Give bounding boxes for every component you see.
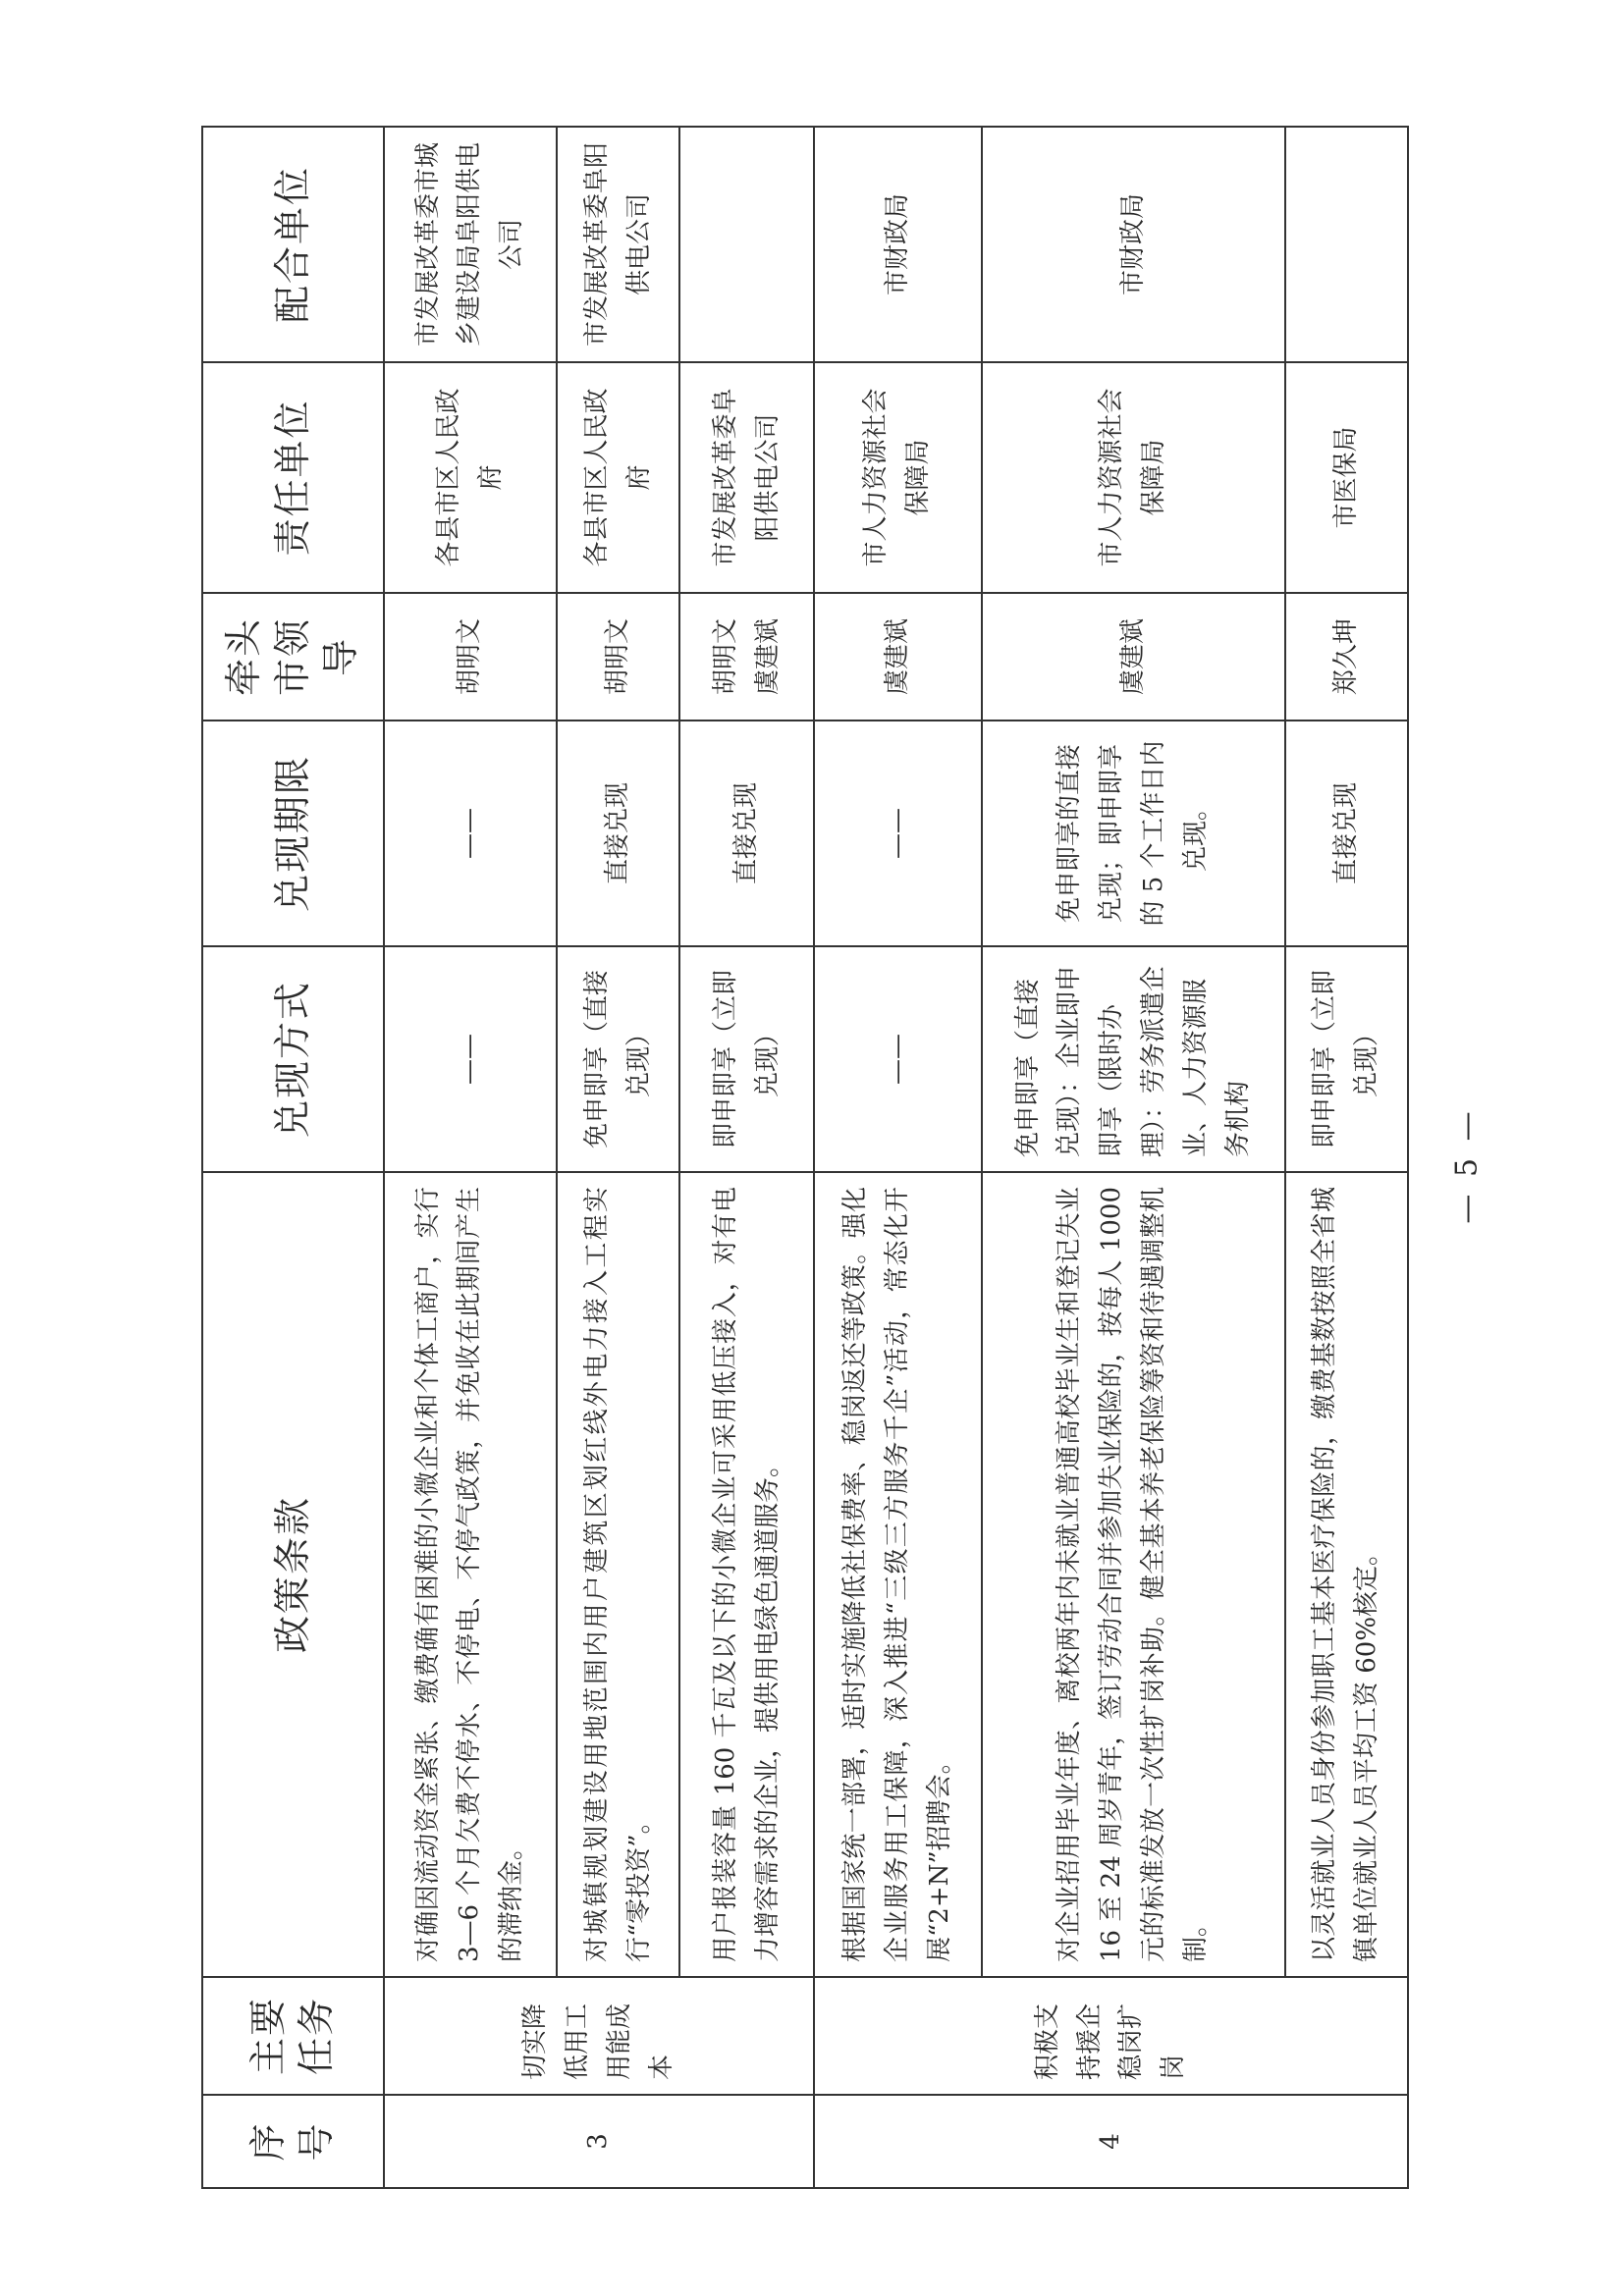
method-cell: —— xyxy=(384,946,557,1172)
clause-cell: 对确因流动资金紧张、缴费确有困难的小微企业和个体工商户，实行 3—6 个月欠费不停水、不停电、不停气政策，并免收在此期间产生的滞纳金。 xyxy=(384,1172,557,1977)
header-deadline: 兑现期限 xyxy=(202,721,384,946)
header-leader: 牵头市领导 xyxy=(202,593,384,721)
responsible-cell: 市人力资源社会保障局 xyxy=(982,362,1285,593)
cooperating-cell xyxy=(1285,127,1408,362)
table-row xyxy=(1285,127,1408,2188)
deadline-cell: 直接兑现 xyxy=(679,721,814,946)
cooperating-cell: 市发展改革委阜阳供电公司 xyxy=(557,127,679,362)
header-seq: 序号 xyxy=(202,2095,384,2188)
deadline-cell: 免申即享的直接兑现；即申即享的 5 个工作日内兑现。 xyxy=(982,721,1285,946)
table-row xyxy=(982,127,1285,2188)
seq-cell: 3 xyxy=(384,2095,814,2188)
method-cell: 免申即享（直接兑现）：企业即申即享（限时办理）：劳务派遣企业、人力资源服务机构 xyxy=(982,946,1285,1172)
clause-cell: 根据国家统一部署，适时实施降低社保费率、稳岗返还等政策。强化企业服务用工保障，深入推进“三级三方服务千企”活动，常态化开展“2+N”招聘会。 xyxy=(814,1172,982,1977)
responsible-cell: 各县市区人民政府 xyxy=(384,362,557,593)
table-row xyxy=(814,127,982,2188)
task-cell: 切实降低用工用能成本 xyxy=(384,1977,814,2095)
method-cell: —— xyxy=(814,946,982,1172)
cooperating-cell: 市财政局 xyxy=(814,127,982,362)
header-row xyxy=(202,127,384,2188)
method-cell: 即申即享（立即兑现） xyxy=(1285,946,1408,1172)
clause-cell: 对城镇规划建设用地范围内用户建筑区划红线外电力接入工程实行“零投资”。 xyxy=(557,1172,679,1977)
seq-cell: 4 xyxy=(814,2095,1408,2188)
header-clause: 政策条款 xyxy=(202,1172,384,1977)
responsible-cell: 市发展改革委阜阳供电公司 xyxy=(679,362,814,593)
leader-cell: 胡明文 虞建斌 xyxy=(679,593,814,721)
method-cell: 免申即享（直接兑现） xyxy=(557,946,679,1172)
method-cell: 即申即享（立即兑现） xyxy=(679,946,814,1172)
table-row xyxy=(557,127,679,2188)
deadline-cell: —— xyxy=(814,721,982,946)
leader-cell: 郑久坤 xyxy=(1285,593,1408,721)
header-responsible: 责任单位 xyxy=(202,362,384,593)
deadline-cell: 直接兑现 xyxy=(1285,721,1408,946)
task-cell: 积极支持援企稳岗扩岗 xyxy=(814,1977,1408,2095)
cooperating-cell xyxy=(679,127,814,362)
policy-table xyxy=(201,126,1409,2189)
responsible-cell: 各县市区人民政府 xyxy=(557,362,679,593)
clause-cell: 以灵活就业人员身份参加职工基本医疗保险的，缴费基数按照全省城镇单位就业人员平均工资 60%核定。 xyxy=(1285,1172,1408,1977)
leader-cell: 虞建斌 xyxy=(814,593,982,721)
deadline-cell: —— xyxy=(384,721,557,946)
responsible-cell: 市医保局 xyxy=(1285,362,1408,593)
table-row xyxy=(384,127,557,2188)
header-method: 兑现方式 xyxy=(202,946,384,1172)
leader-cell: 胡明文 xyxy=(557,593,679,721)
clause-cell: 对企业招用毕业年度、离校两年内未就业普通高校毕业生和登记失业 16 至 24 周岁青年，签订劳动合同并参加失业保险的，按每人 1000 元的标准发放一次性扩岗补助。健全基本养老保险筹资和待遇调整机制。 xyxy=(982,1172,1285,1977)
cooperating-cell: 市发展改革委市城乡建设局阜阳供电公司 xyxy=(384,127,557,362)
leader-cell: 胡明文 xyxy=(384,593,557,721)
leader-cell: 虞建斌 xyxy=(982,593,1285,721)
rotated-table-wrapper xyxy=(201,128,1409,2189)
page-number: — 5 — xyxy=(1449,1107,1485,1224)
header-task: 主要任务 xyxy=(202,1977,384,2095)
responsible-cell: 市人力资源社会保障局 xyxy=(814,362,982,593)
deadline-cell: 直接兑现 xyxy=(557,721,679,946)
header-cooperating: 配合单位 xyxy=(202,127,384,362)
cooperating-cell: 市财政局 xyxy=(982,127,1285,362)
clause-cell: 用户报装容量 160 千瓦及以下的小微企业可采用低压接入，对有电力增容需求的企业，提供用电绿色通道服务。 xyxy=(679,1172,814,1977)
table-row xyxy=(679,127,814,2188)
